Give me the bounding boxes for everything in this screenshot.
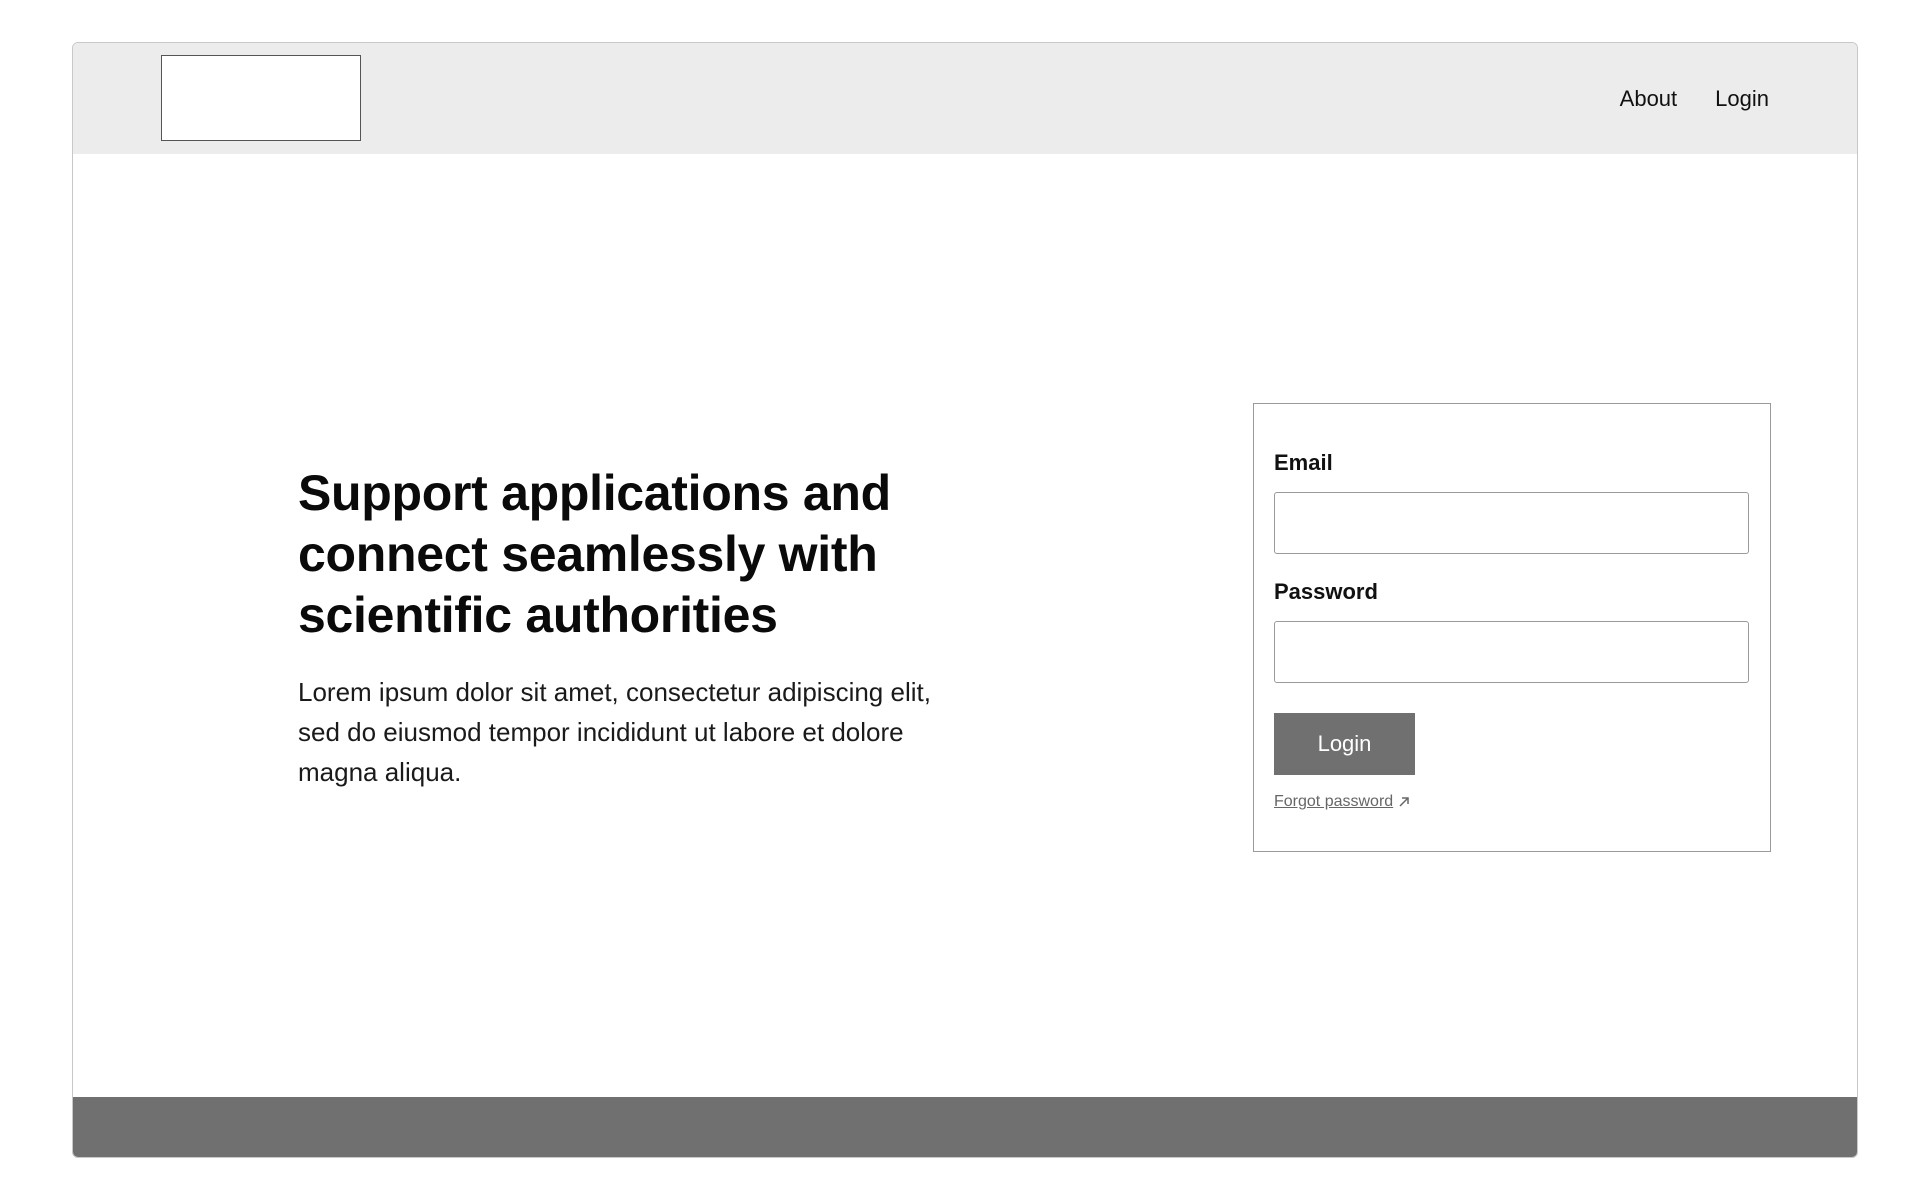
password-field[interactable] — [1274, 621, 1749, 683]
login-card — [1253, 403, 1771, 852]
forgot-password-link[interactable] — [1274, 793, 1411, 811]
nav-link-about[interactable]: About — [1619, 85, 1678, 111]
hero-headline: Support applications and connect seamlessly with scientific authorities — [298, 465, 891, 643]
forgot-password-label: Forgot password — [1274, 793, 1394, 810]
hero-section — [298, 463, 978, 792]
nav-link-login[interactable]: Login — [1715, 85, 1769, 111]
email-field[interactable] — [1274, 492, 1749, 554]
email-label: Email — [1274, 450, 1333, 475]
password-label: Password — [1274, 579, 1378, 604]
site-footer — [73, 1097, 1857, 1157]
browser-frame — [72, 42, 1858, 1158]
hero-body: Lorem ipsum dolor sit amet, consectetur adipiscing elit, sed do eiusmod tempor incididunt ut labore et dolore magna aliqua. — [298, 677, 931, 787]
logo-placeholder[interactable] — [161, 55, 361, 141]
site-header — [73, 43, 1857, 154]
top-nav — [1620, 43, 1769, 154]
login-button[interactable]: Login — [1274, 713, 1415, 775]
external-link-icon — [1397, 795, 1411, 809]
